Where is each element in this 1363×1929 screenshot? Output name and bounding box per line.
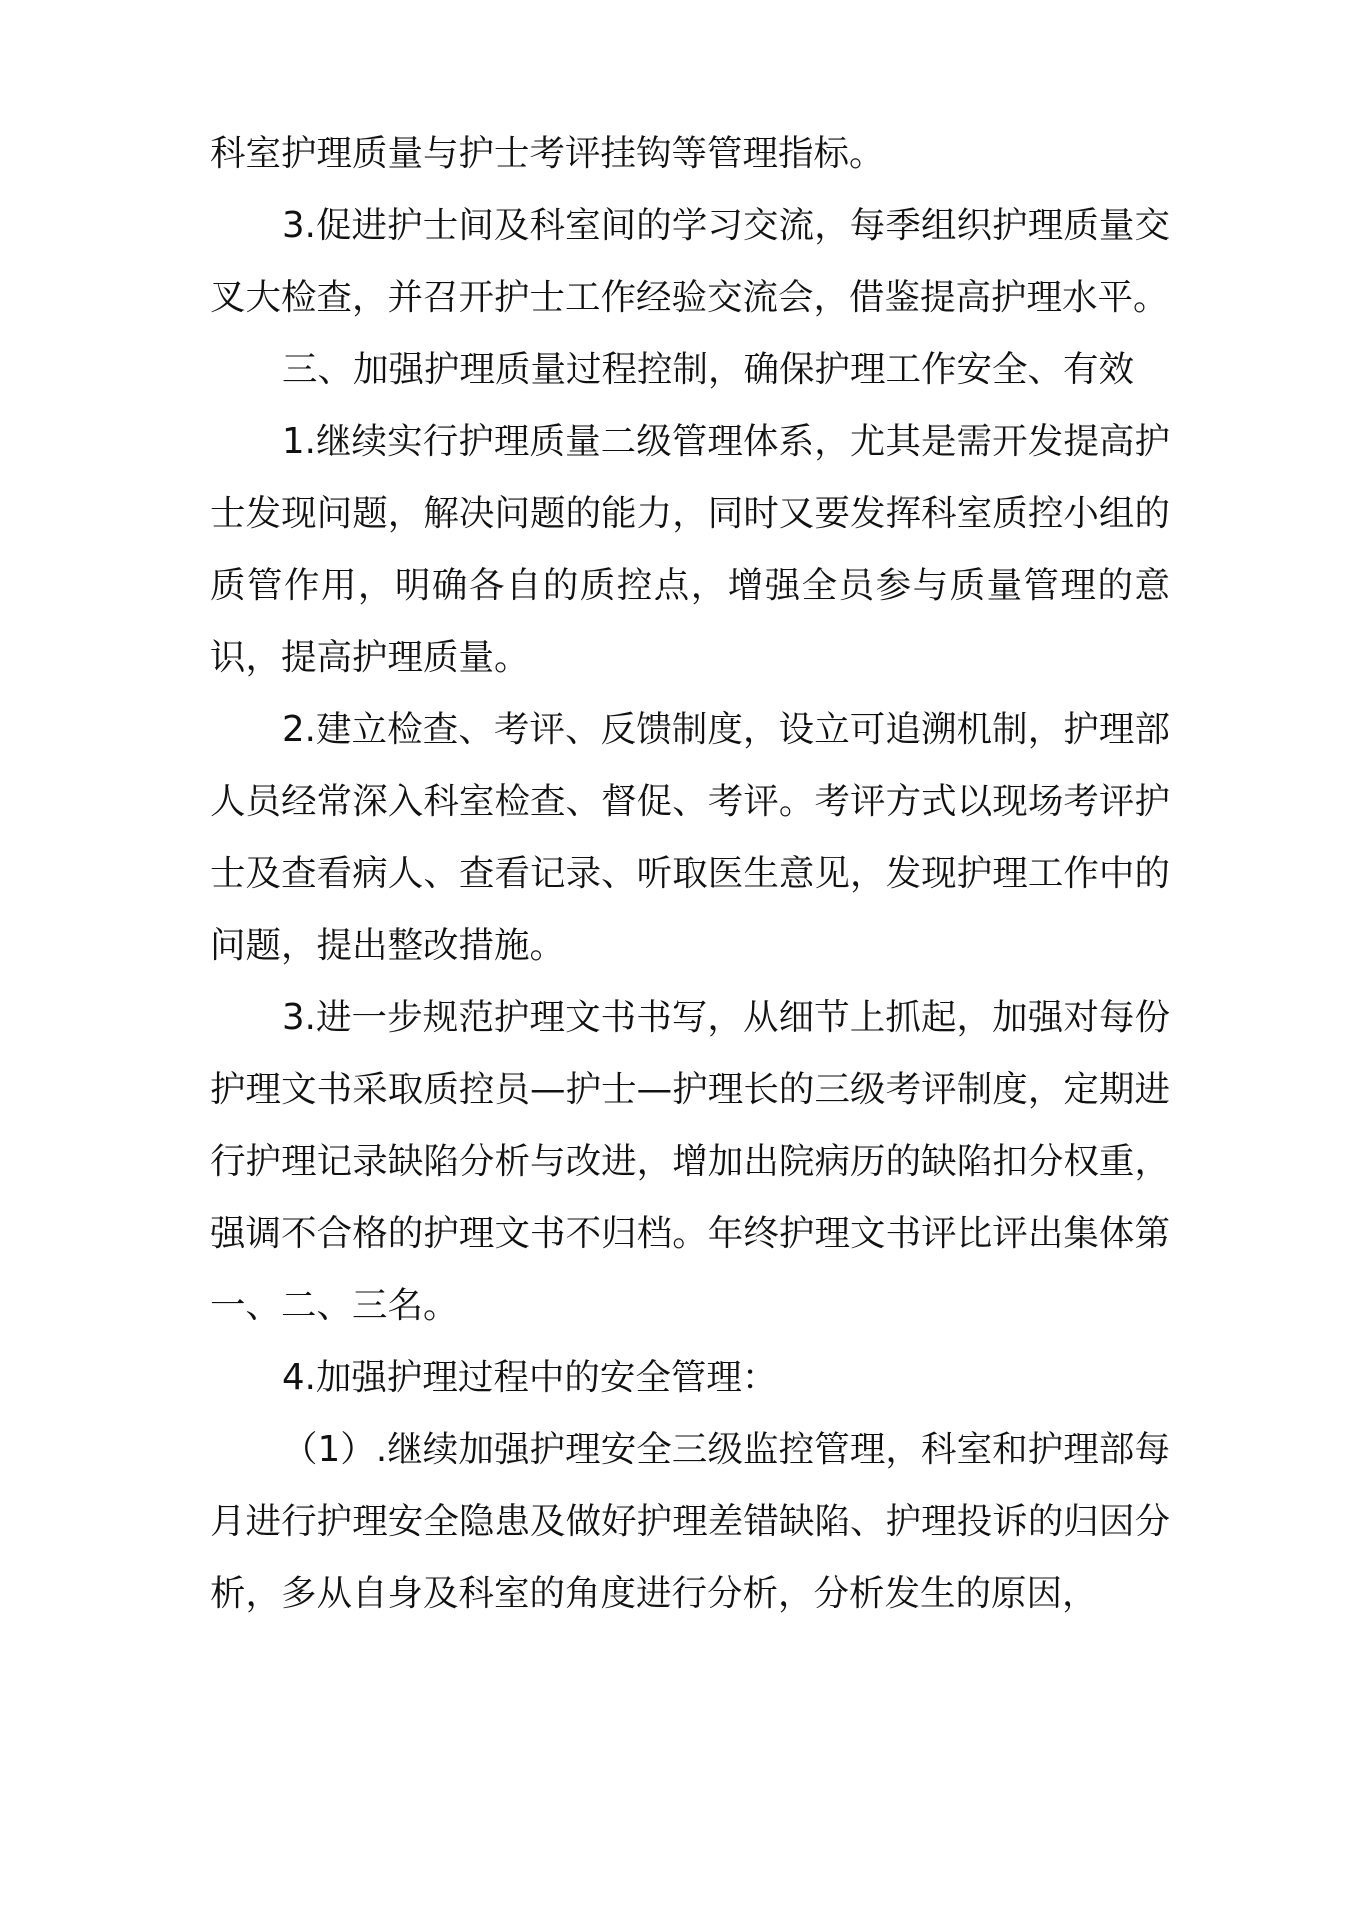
- paragraph-7: 4.加强护理过程中的安全管理：: [282, 1357, 778, 1398]
- paragraph-4: 1.继续实行护理质量二级管理体系，尤其是需开发提高护士发现问题，解决问题的能力，同时又要发挥科室质控小组的质管作用，明确各自的质控点，增强全员参与质量管理的意识，提高护理质量。: [210, 421, 1170, 678]
- section-heading: 三、加强护理质量过程控制，确保护理工作安全、有效: [282, 349, 1135, 390]
- paragraph-5: 2.建立检查、考评、反馈制度，设立可追溯机制，护理部人员经常深入科室检查、督促、考评。考评方式以现场考评护士及查看病人、查看记录、听取医生意见，发现护理工作中的问题，提出整改措施。: [210, 709, 1170, 966]
- paragraph-8: （1）.继续加强护理安全三级监控管理，科室和护理部每月进行护理安全隐患及做好护理差错缺陷、护理投诉的归因分析，多从自身及科室的角度进行分析，分析发生的原因，: [210, 1429, 1170, 1614]
- paragraph-2: 3.促进护士间及科室间的学习交流，每季组织护理质量交叉大检查，并召开护士工作经验交流会，借鉴提高护理水平。: [210, 205, 1170, 318]
- document-body: [210, 118, 1170, 1630]
- paragraph-6: 3.进一步规范护理文书书写，从细节上抓起，加强对每份护理文书采取质控员—护士—护理长的三级考评制度，定期进行护理记录缺陷分析与改进，增加出院病历的缺陷扣分权重，强调不合格的护理文书不归档。年终护理文书评比评出集体第一、二、三名。: [210, 997, 1170, 1326]
- paragraph-1: 科室护理质量与护士考评挂钩等管理指标。: [210, 133, 885, 174]
